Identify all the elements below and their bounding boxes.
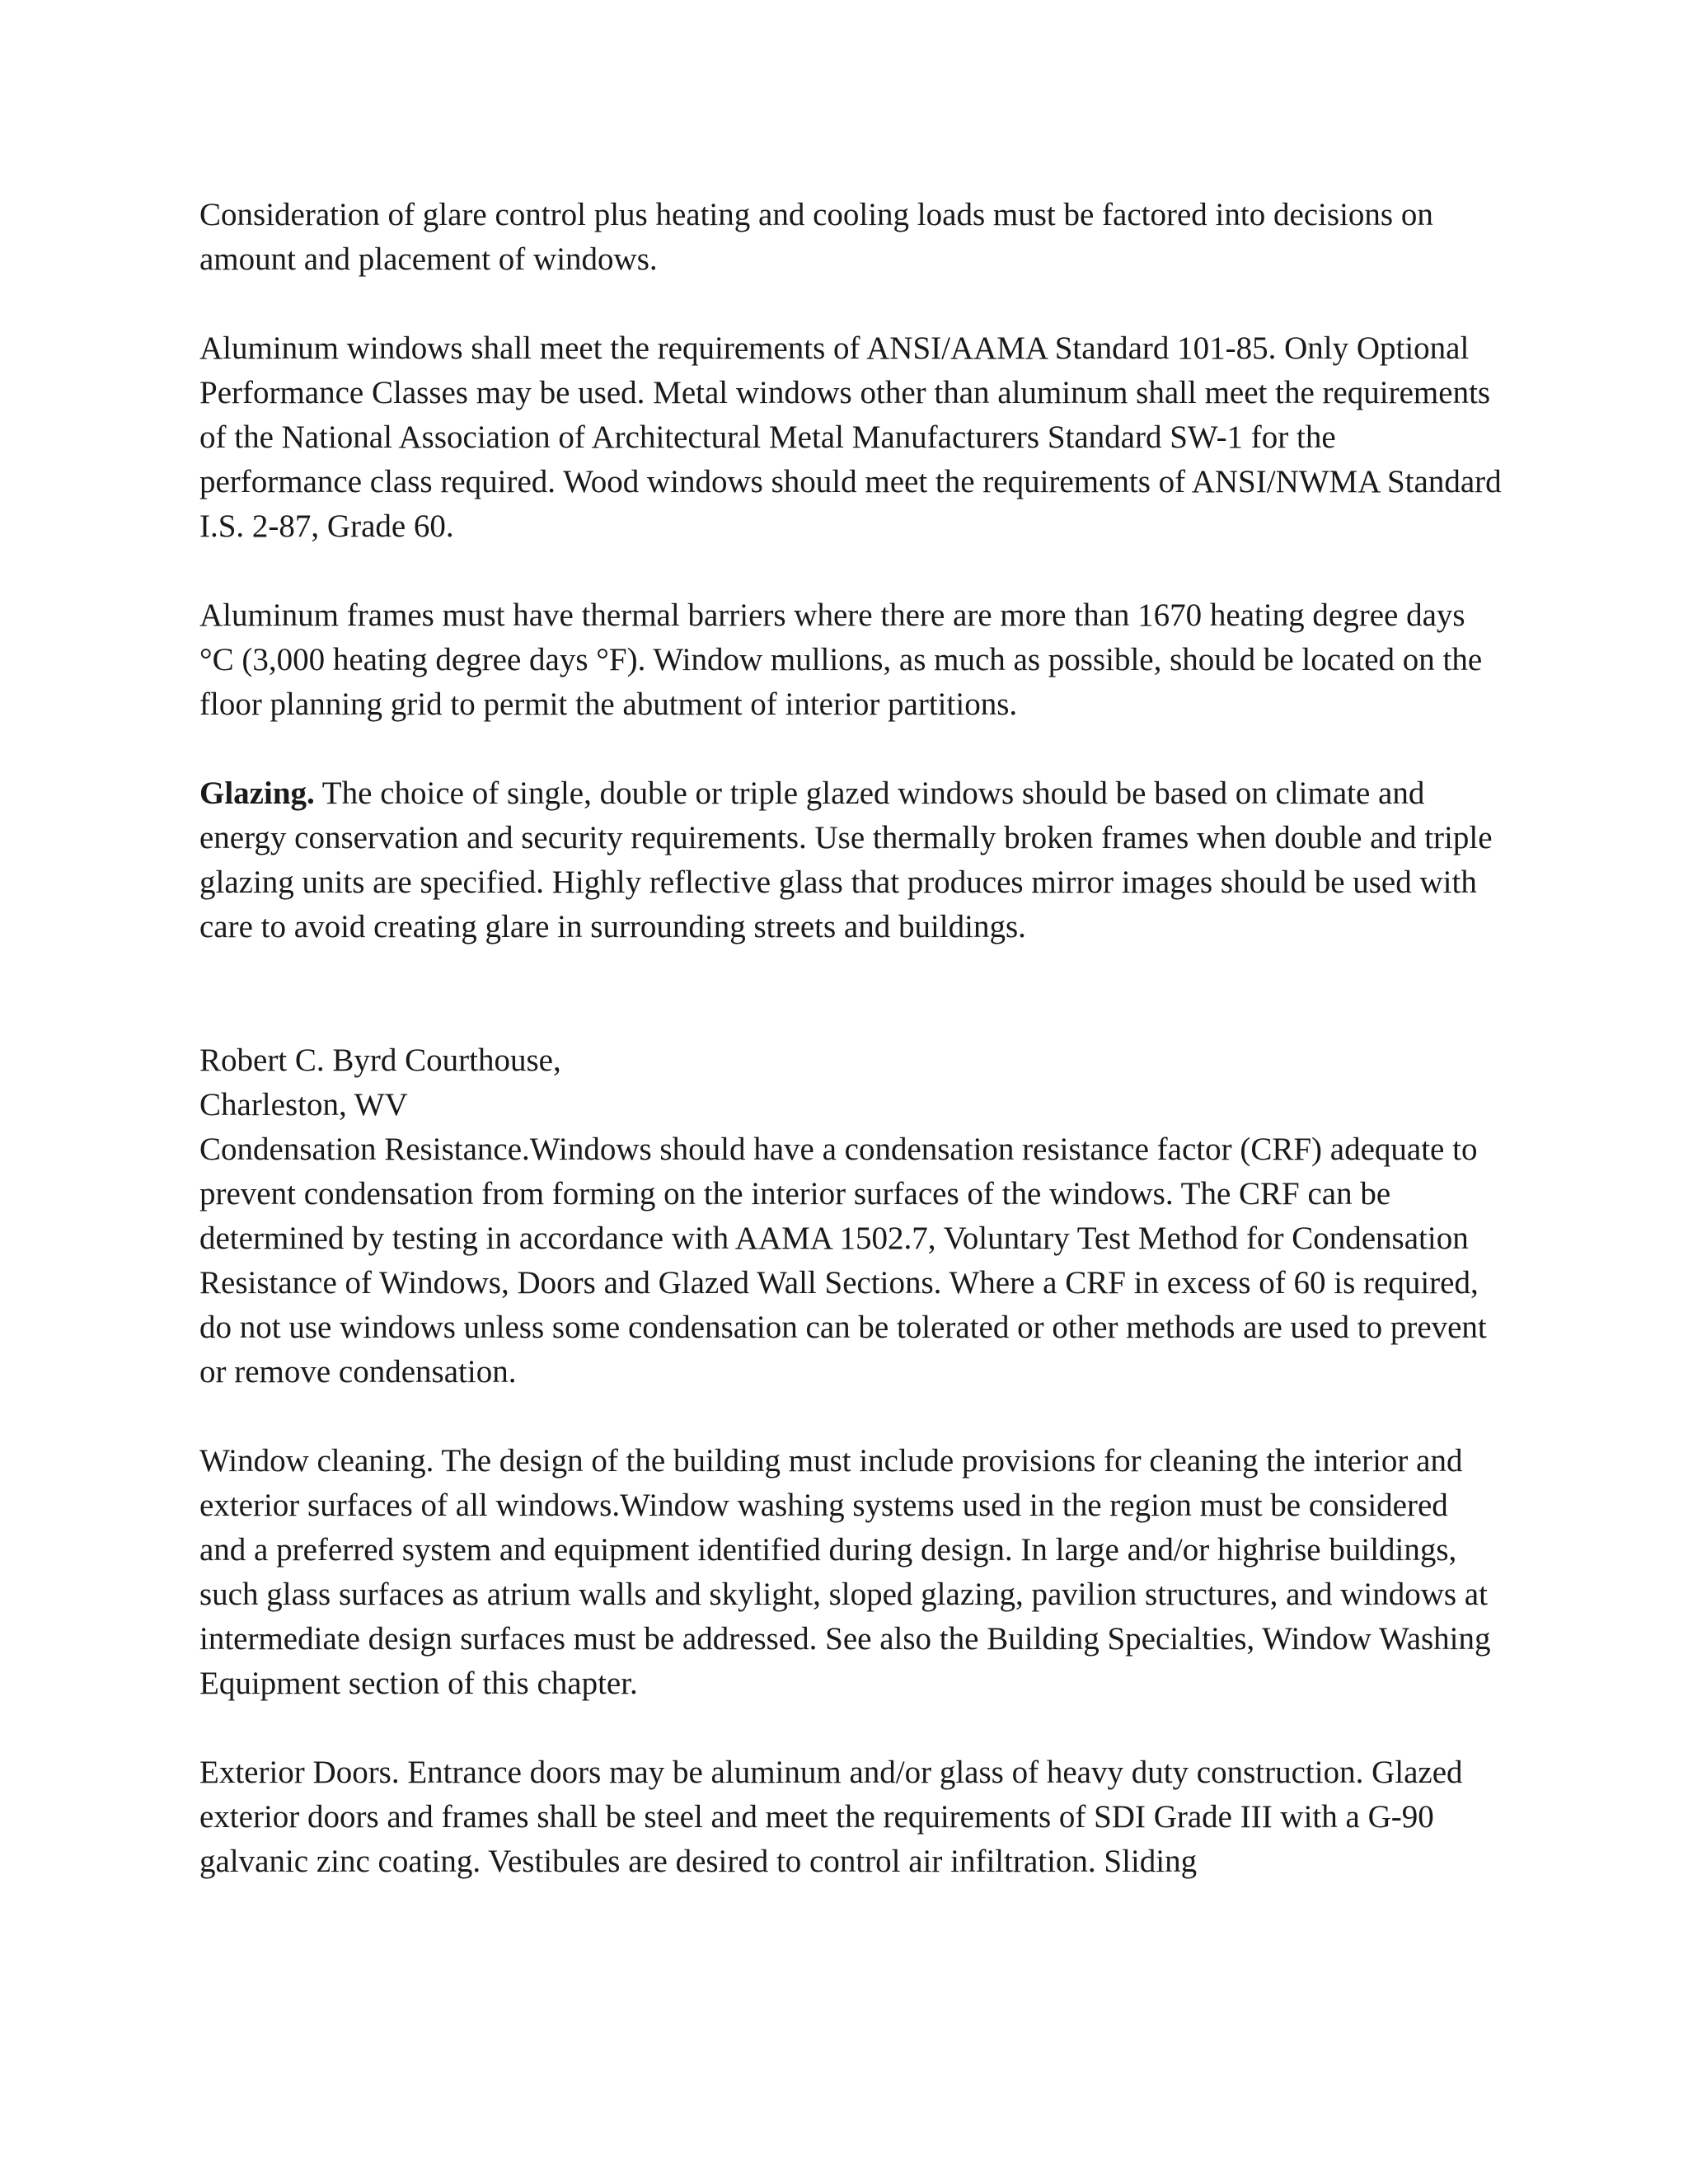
document-body: [199, 193, 1502, 1884]
paragraph-window-cleaning: Window cleaning. The design of the building must include provisions for cleaning the interior and exterior surfaces of all windows.Window washing systems used in the region must be considered and a preferred system and equipment identified during design. In large and/or highrise buildings, such glass surfaces as atrium walls and skylight, sloped glazing, pavilion structures, and windows at intermediate design surfaces must be addressed. See also the Building Specialties, Window Washing Equipment section of this chapter.: [199, 1443, 1491, 1701]
photo-caption: [199, 1038, 1502, 1127]
paragraph-exterior-doors: Exterior Doors. Entrance doors may be aluminum and/or glass of heavy duty construction. Glazed exterior doors and frames shall be steel and meet the requirements of SDI Grade III with a G-90 galvanic zinc coating. Vestibules are desired to control air infiltration. Sliding: [199, 1755, 1463, 1879]
glazing-heading: Glazing.: [199, 776, 315, 811]
paragraph-aluminum-frames: Aluminum frames must have thermal barriers where there are more than 1670 heating degree days °C (3,000 heating degree days °F). Window mullions, as much as possible, should be located on the floor planning grid to permit the abutment of interior partitions.: [199, 598, 1483, 722]
caption-line-1: Robert C. Byrd Courthouse,: [199, 1043, 561, 1078]
paragraph-glazing: [199, 771, 1502, 949]
paragraph-aluminum-windows: Aluminum windows shall meet the requirements of ANSI/AAMA Standard 101-85. Only Optional Performance Classes may be used. Metal windows other than aluminum shall meet the requirements of the National Association of Architectural Metal Manufacturers Standard SW-1 for the performance class required. Wood windows should meet the requirements of ANSI/NWMA Standard I.S. 2-87, Grade 60.: [199, 330, 1502, 544]
caption-line-2: Charleston, WV: [199, 1087, 408, 1122]
paragraph-glare-control: Consideration of glare control plus heating and cooling loads must be factored into decisions on amount and placement of windows.: [199, 197, 1433, 277]
glazing-body: The choice of single, double or triple glazed windows should be based on climate and energy conservation and security requirements. Use thermally broken frames when double and triple glazing units are specified. Highly reflective glass that produces mirror images should be used with care to avoid creating glare in surrounding streets and buildings.: [199, 776, 1493, 944]
paragraph-condensation-resistance: Condensation Resistance.Windows should have a condensation resistance factor (CRF) adequate to prevent condensation from forming on the interior surfaces of the windows. The CRF can be determined by testing in accordance with AAMA 1502.7, Voluntary Test Method for Condensation Resistance of Windows, Doors and Glazed Wall Sections. Where a CRF in excess of 60 is required, do not use windows unless some condensation can be tolerated or other methods are used to prevent or remove condensation.: [199, 1132, 1487, 1390]
